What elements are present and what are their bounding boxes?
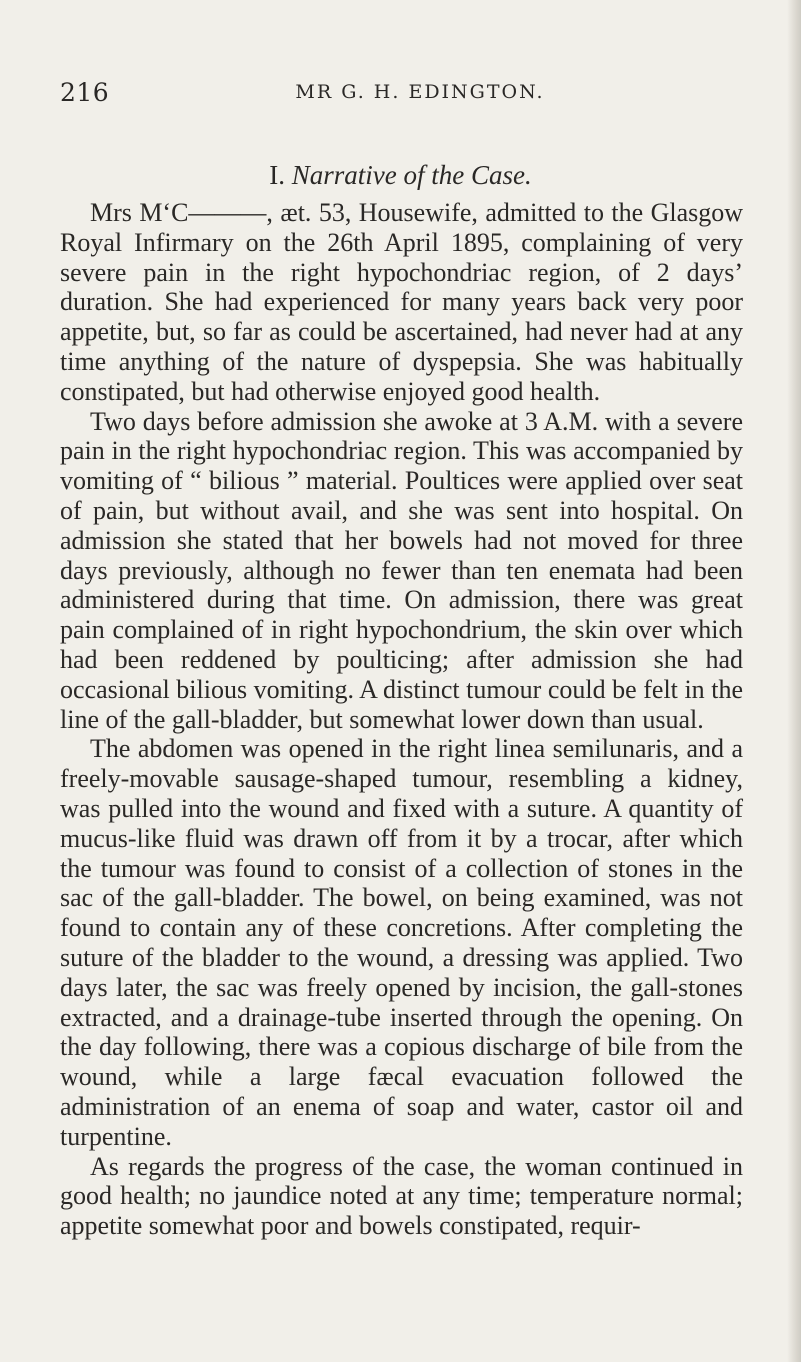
paragraph: The abdomen was opened in the right linea semilunaris, and a freely-movable sausage-shaped tumour, resembling a kidney, was pulled into the wound and fixed with a suture. A quantity of mucus-like fluid was drawn off from it by a trocar, after which the tumour was found to consist of a collection of stones in the sac of the gall-bladder. The bowel, on being examined, was not found to contain any of these concretions. After completing the suture of the bladder to the wound, a dressing was applied. Two days later, the sac was freely opened by incision, the gall-stones extracted, and a drainage-tube inserted through the opening. On the day following, there was a copious discharge of bile from the wound, while a large fæcal evacuation followed the administration of an enema of soap and water, castor oil and turpentine.: [60, 734, 743, 1151]
page-edge: [787, 0, 801, 1362]
section-number: I.: [269, 160, 285, 190]
section-title: [0, 160, 801, 191]
page-number: 216: [60, 78, 110, 107]
section-title-text: Narrative of the Case.: [291, 160, 532, 190]
running-head: MR G. H. EDINGTON.: [295, 81, 545, 103]
paragraph: Mrs M‘C———, æt. 53, Housewife, admitted to the Glasgow Royal Infirmary on the 26th April 1895, complaining of very severe pain in the right hypochondriac region, of 2 days’ duration. She had experienced for many years back very poor appetite, but, so far as could be ascertained, had never had at any time anything of the nature of dyspepsia. She was habitually constipated, but had otherwise enjoyed good health.: [60, 198, 743, 406]
body-text: [60, 198, 743, 1241]
page-header: [60, 78, 780, 108]
paragraph: Two days before admission she awoke at 3 A.M. with a severe pain in the right hypochondriac region. This was accompanied by vomiting of “ bilious ” material. Poultices were applied over seat of pain, but without avail, and she was sent into hospital. On admission she stated that her bowels had not moved for three days previously, although no fewer than ten enemata had been administered during that time. On admission, there was great pain complained of in right hypochondrium, the skin over which had been reddened by poulticing; after admission she had occasional bilious vomiting. A distinct tumour could be felt in the line of the gall-bladder, but somewhat lower down than usual.: [60, 406, 743, 734]
paragraph: As regards the progress of the case, the woman continued in good health; no jaundice noted at any time; temperature normal; appetite somewhat poor and bowels constipated, requir-: [60, 1151, 743, 1241]
